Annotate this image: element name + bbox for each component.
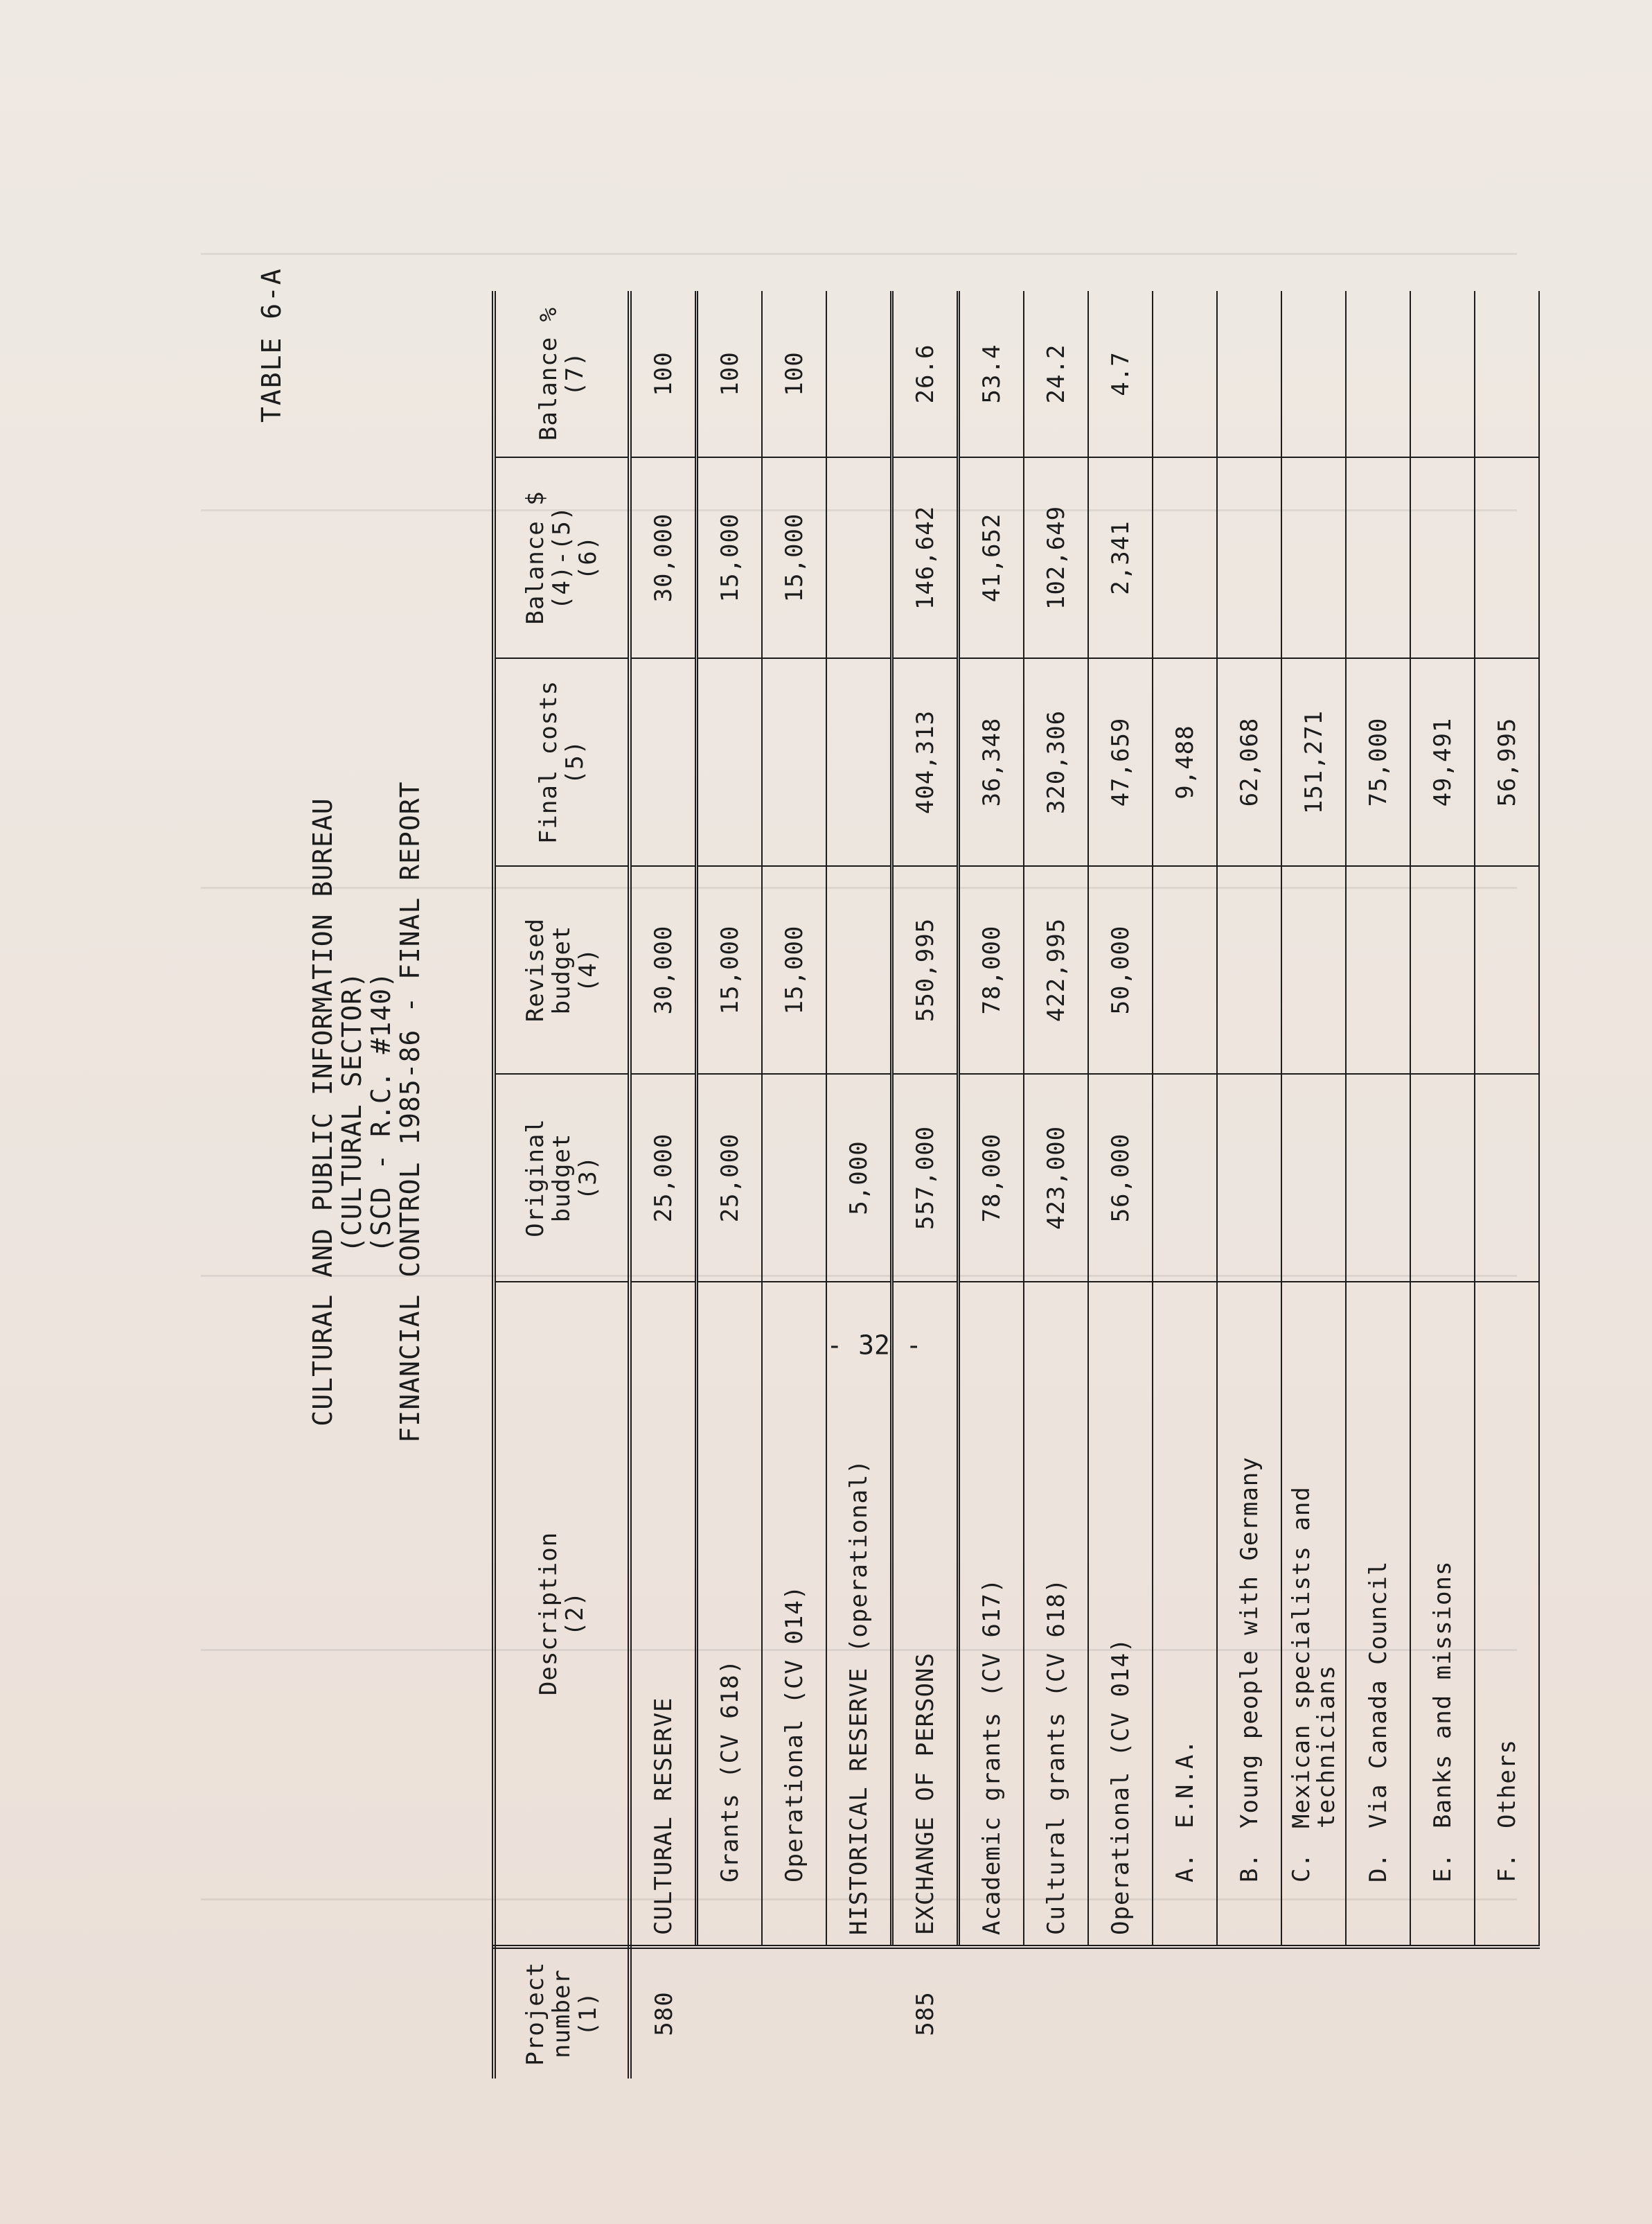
final-costs-cell: 49,491 bbox=[1410, 658, 1475, 866]
original-budget-cell: 25,000 bbox=[697, 1074, 763, 1282]
item-text: E.N.A. bbox=[1171, 1739, 1199, 1828]
balance-amount-cell: 15,000 bbox=[762, 457, 826, 658]
project-number-cell bbox=[1088, 1947, 1153, 2079]
revised-budget-cell: 30,000 bbox=[630, 866, 697, 1074]
table-row bbox=[1346, 291, 1410, 2079]
project-number-cell bbox=[959, 1947, 1024, 2079]
item-text: Others bbox=[1493, 1739, 1521, 1828]
item-letter: B. bbox=[1235, 1853, 1263, 1882]
item-text: Banks and missions bbox=[1428, 1560, 1457, 1828]
table-row bbox=[1153, 291, 1217, 2079]
title-line: FINANCIAL CONTROL 1985-86 - FINAL REPORT bbox=[395, 781, 425, 1443]
balance-percent-cell bbox=[1281, 291, 1346, 457]
final-costs-cell: 36,348 bbox=[959, 658, 1024, 866]
final-costs-cell: 62,068 bbox=[1217, 658, 1281, 866]
balance-amount-cell bbox=[1281, 457, 1346, 658]
description-cell: Cultural grants (CV 618) bbox=[1024, 1282, 1088, 1947]
report-title bbox=[308, 0, 425, 2224]
original-budget-cell bbox=[762, 1074, 826, 1282]
project-number-cell bbox=[1346, 1947, 1410, 2079]
final-costs-cell bbox=[630, 658, 697, 866]
page-number: - 32 - bbox=[826, 1330, 922, 1361]
revised-budget-cell: 78,000 bbox=[959, 866, 1024, 1074]
final-costs-cell: 56,995 bbox=[1475, 658, 1539, 866]
revised-budget-cell bbox=[1217, 866, 1281, 1074]
balance-amount-cell bbox=[1410, 457, 1475, 658]
description-cell bbox=[1410, 1282, 1475, 1947]
header-row bbox=[494, 291, 630, 2079]
description-cell: EXCHANGE OF PERSONS bbox=[892, 1282, 959, 1947]
table-row bbox=[1281, 291, 1346, 2079]
revised-budget-cell: 15,000 bbox=[762, 866, 826, 1074]
description-cell bbox=[1475, 1282, 1539, 1947]
project-number-cell bbox=[1217, 1947, 1281, 2079]
original-budget-cell: 423,000 bbox=[1024, 1074, 1088, 1282]
balance-amount-cell: 102,649 bbox=[1024, 457, 1088, 658]
description-cell: Academic grants (CV 617) bbox=[959, 1282, 1024, 1947]
project-number-cell bbox=[1024, 1947, 1088, 2079]
final-costs-cell: 47,659 bbox=[1088, 658, 1153, 866]
project-number-cell bbox=[1281, 1947, 1346, 2079]
table-row bbox=[1217, 291, 1281, 2079]
project-number-cell: 580 bbox=[630, 1947, 697, 2079]
revised-budget-cell: 422,995 bbox=[1024, 866, 1088, 1074]
table-row bbox=[630, 291, 697, 2079]
table-row bbox=[826, 291, 892, 2079]
description-cell bbox=[1153, 1282, 1217, 1947]
balance-percent-cell: 4.7 bbox=[1088, 291, 1153, 457]
original-budget-cell: 25,000 bbox=[630, 1074, 697, 1282]
column-header bbox=[494, 1282, 630, 1947]
table-row bbox=[1024, 291, 1088, 2079]
balance-amount-cell bbox=[1153, 457, 1217, 658]
balance-percent-cell bbox=[1410, 291, 1475, 457]
revised-budget-cell: 50,000 bbox=[1088, 866, 1153, 1074]
project-number-cell bbox=[826, 1947, 892, 2079]
balance-percent-cell: 24.2 bbox=[1024, 291, 1088, 457]
title-line: CULTURAL AND PUBLIC INFORMATION BUREAU bbox=[308, 797, 338, 1427]
item-text: Young people with Germany bbox=[1235, 1456, 1263, 1828]
project-number-cell bbox=[697, 1947, 763, 2079]
revised-budget-cell bbox=[1153, 866, 1217, 1074]
balance-percent-cell bbox=[826, 291, 892, 457]
balance-percent-cell bbox=[1217, 291, 1281, 457]
original-budget-cell bbox=[1153, 1074, 1217, 1282]
balance-percent-cell: 53.4 bbox=[959, 291, 1024, 457]
item-letter: A. bbox=[1171, 1853, 1199, 1882]
description-cell bbox=[1281, 1282, 1346, 1947]
column-header-label: Balance $ (4)-(5) (6) bbox=[522, 491, 602, 625]
project-number-cell bbox=[1410, 1947, 1475, 2079]
project-number-cell: 585 bbox=[892, 1947, 959, 2079]
description-cell: Grants (CV 618) bbox=[697, 1282, 763, 1947]
balance-amount-cell: 146,642 bbox=[892, 457, 959, 658]
original-budget-cell bbox=[1346, 1074, 1410, 1282]
column-header bbox=[494, 1074, 630, 1282]
column-header bbox=[494, 658, 630, 866]
original-budget-cell: 557,000 bbox=[892, 1074, 959, 1282]
revised-budget-cell: 550,995 bbox=[892, 866, 959, 1074]
table-row bbox=[892, 291, 959, 2079]
project-number-cell bbox=[1153, 1947, 1217, 2079]
table-row bbox=[1475, 291, 1539, 2079]
item-letter: C. bbox=[1287, 1853, 1315, 1882]
description-cell: Operational (CV 014) bbox=[762, 1282, 826, 1947]
revised-budget-cell bbox=[1346, 866, 1410, 1074]
original-budget-cell: 56,000 bbox=[1088, 1074, 1153, 1282]
financial-table bbox=[492, 291, 1540, 2079]
final-costs-cell: 320,306 bbox=[1024, 658, 1088, 866]
project-number-cell bbox=[762, 1947, 826, 2079]
table-row bbox=[762, 291, 826, 2079]
column-header-label: Balance % (7) bbox=[535, 306, 589, 441]
balance-amount-cell: 30,000 bbox=[630, 457, 697, 658]
balance-amount-cell bbox=[826, 457, 892, 658]
balance-amount-cell bbox=[1475, 457, 1539, 658]
column-header-label: Final costs (5) bbox=[535, 680, 589, 845]
balance-amount-cell bbox=[1217, 457, 1281, 658]
table-row bbox=[959, 291, 1024, 2079]
balance-amount-cell: 41,652 bbox=[959, 457, 1024, 658]
balance-percent-cell bbox=[1475, 291, 1539, 457]
title-line: (SCD - R.C. #140) bbox=[366, 971, 396, 1253]
column-header bbox=[494, 291, 630, 457]
description-cell: HISTORICAL RESERVE (operational) bbox=[826, 1282, 892, 1947]
balance-percent-cell: 100 bbox=[762, 291, 826, 457]
final-costs-cell: 75,000 bbox=[1346, 658, 1410, 866]
item-letter: D. bbox=[1364, 1853, 1392, 1882]
balance-percent-cell: 100 bbox=[630, 291, 697, 457]
item-text: Mexican specialists and bbox=[1287, 1486, 1315, 1828]
table-row bbox=[1410, 291, 1475, 2079]
original-budget-cell bbox=[1410, 1074, 1475, 1282]
revised-budget-cell bbox=[1475, 866, 1539, 1074]
original-budget-cell bbox=[1475, 1074, 1539, 1282]
original-budget-cell bbox=[1217, 1074, 1281, 1282]
column-header-label: Original budget (3) bbox=[522, 1118, 602, 1237]
description-cell: CULTURAL RESERVE bbox=[630, 1282, 697, 1947]
balance-percent-cell: 26.6 bbox=[892, 291, 959, 457]
balance-percent-cell bbox=[1153, 291, 1217, 457]
final-costs-cell bbox=[762, 658, 826, 866]
item-text: Via Canada Council bbox=[1364, 1560, 1392, 1828]
table-row bbox=[697, 291, 763, 2079]
item-letter: E. bbox=[1428, 1853, 1457, 1882]
revised-budget-cell: 15,000 bbox=[697, 866, 763, 1074]
description-cell bbox=[1217, 1282, 1281, 1947]
item-letter: F. bbox=[1493, 1853, 1521, 1882]
column-header bbox=[494, 866, 630, 1074]
final-costs-cell bbox=[697, 658, 763, 866]
item-text-continued: technicians bbox=[1312, 1664, 1340, 1828]
revised-budget-cell bbox=[826, 866, 892, 1074]
balance-amount-cell: 2,341 bbox=[1088, 457, 1153, 658]
table-label: TABLE 6-A bbox=[256, 267, 287, 423]
original-budget-cell bbox=[1281, 1074, 1346, 1282]
description-cell: Operational (CV 014) bbox=[1088, 1282, 1153, 1947]
project-number-cell bbox=[1475, 1947, 1539, 2079]
column-header-label: Revised budget (4) bbox=[522, 917, 602, 1023]
revised-budget-cell bbox=[1410, 866, 1475, 1074]
balance-amount-cell: 15,000 bbox=[697, 457, 763, 658]
final-costs-cell: 404,313 bbox=[892, 658, 959, 866]
balance-percent-cell: 100 bbox=[697, 291, 763, 457]
balance-percent-cell bbox=[1346, 291, 1410, 457]
original-budget-cell: 5,000 bbox=[826, 1074, 892, 1282]
final-costs-cell: 151,271 bbox=[1281, 658, 1346, 866]
column-header-label: Project number (1) bbox=[522, 1961, 602, 2066]
balance-amount-cell bbox=[1346, 457, 1410, 658]
title-line: (CULTURAL SECTOR) bbox=[337, 971, 367, 1253]
column-header bbox=[494, 457, 630, 658]
final-costs-cell bbox=[826, 658, 892, 866]
description-cell bbox=[1346, 1282, 1410, 1947]
table-row bbox=[1088, 291, 1153, 2079]
column-header bbox=[494, 1947, 630, 2079]
revised-budget-cell bbox=[1281, 866, 1346, 1074]
final-costs-cell: 9,488 bbox=[1153, 658, 1217, 866]
column-header-label: Description (2) bbox=[535, 1531, 589, 1696]
original-budget-cell: 78,000 bbox=[959, 1074, 1024, 1282]
